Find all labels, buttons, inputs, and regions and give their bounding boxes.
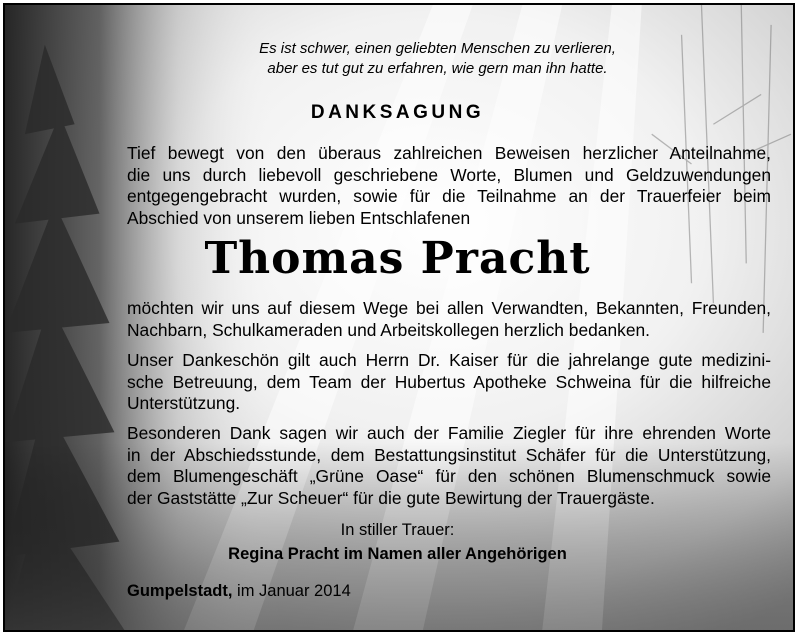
obituary-notice [3,3,795,632]
thanks-paragraph-3 [127,423,771,510]
thanks-paragraph-1 [127,298,771,341]
place: Gumpelstadt, [127,582,233,600]
intro-paragraph [127,143,771,230]
heading: DANKSAGUNG [310,102,485,123]
date: im Januar 2014 [237,582,351,600]
motto-line: Es ist schwer, einen geliebten Menschen zu verlieren, [259,40,616,57]
text-line: Abschied von unserem lieben Entschlafenen [127,208,471,229]
text-line: möchten wir uns auf diesem Wege bei allen Verwandten, Bekannten, Freunden, [127,298,771,318]
signer-name: Regina Pracht im Namen aller Angehörigen [228,545,567,563]
text-line: dem Blumengeschäft „Grüne Oase“ für den schönen Blumenschmuck sowie [127,466,771,487]
text-line: Tief bewegt von den überaus zahlreichen Beweisen herzlicher Anteilnahme, [127,143,771,163]
motto-line: aber es tut gut zu erfahren, wie gern man ihn hatte. [267,60,608,77]
motto-quote [5,39,790,79]
text-line: Besonderen Dank sagen wir auch der Familie Ziegler für ihre ehrenden Worte [127,423,771,443]
mourning-label: In stiller Trauer: [340,521,455,539]
mourning-signature [5,518,790,566]
place-date [127,582,351,601]
text-line: in der Abschiedsstunde, dem Bestattungsinstitut Schäfer für die Unterstützung, [127,444,771,465]
text-line: entgegengebracht wurden, sowie für die Teilnahme an der Trauerfeier beim [127,186,771,207]
text-line: die uns durch liebevoll geschriebene Worte, Blumen und Geldzuwendungen [127,164,771,185]
text-line: der Gaststätte „Zur Scheuer“ für die gute Bewirtung der Trauergäste. [127,488,655,509]
text-line: sche Betreuung, dem Team der Hubertus Apotheke Schweina für die hilfreiche [127,371,771,392]
text-line: Unser Dankeschön gilt auch Herrn Dr. Kaiser für die jahrelange gute medizini- [127,350,771,370]
text-line: Nachbarn, Schulkameraden und Arbeitskollegen herzlich bedanken. [127,319,651,340]
deceased-name: Thomas Pracht [204,233,591,284]
text-line: Unterstützung. [127,393,241,414]
thanks-paragraph-2 [127,350,771,415]
